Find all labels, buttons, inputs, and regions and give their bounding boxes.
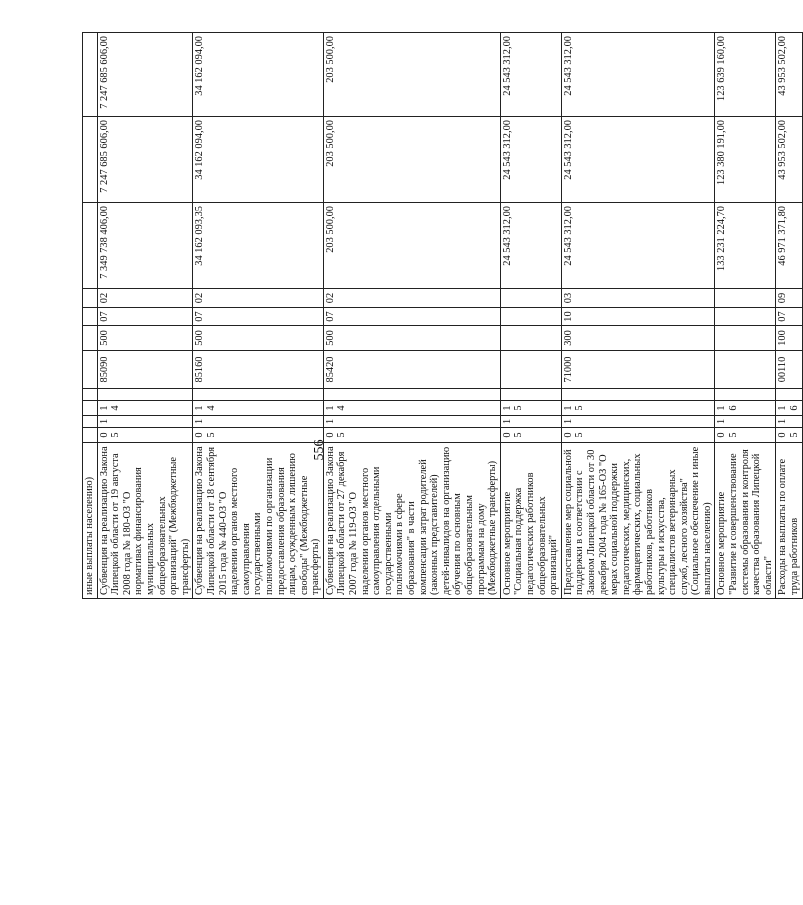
row-name: иные выплаты населению) (83, 443, 98, 599)
executed-amount: 24 543 312,00 (500, 33, 561, 117)
expense-type-code: 500 (193, 326, 324, 351)
subdivision-code: 02 (97, 289, 193, 308)
budget-table (82, 32, 803, 599)
section-code: 1 (715, 416, 776, 428)
row-name: Предоставление мер социальной поддержки в соответствии с Законом Липецкой области от 30 декабря 2004 года № 165-ОЗ "О мерах социальной поддержки педагогических, медицинских, фармацевтических, социальных работников, работников культуры и искусства, специалистов ветеринарных служб, лесного хозяйства" (Социальное обеспечение и иные выплаты населению) (561, 443, 715, 599)
expense-type-code: 500 (97, 326, 193, 351)
specified-amount: 24 543 312,00 (500, 117, 561, 203)
division-code: 10 (561, 308, 715, 326)
article-code (715, 351, 776, 389)
specified-amount: 123 380 191,00 (715, 117, 776, 203)
subdivision-code: 03 (561, 289, 715, 308)
division-code (500, 308, 561, 326)
row-name: Расходы на выплаты по оплате труда работников (776, 443, 802, 599)
ministry-code: 05 (500, 428, 561, 443)
table-row (500, 33, 561, 599)
section-code: 1 (561, 416, 715, 428)
subdivision-code: 09 (776, 289, 802, 308)
article-code: 71000 (561, 351, 715, 389)
subsection-code (83, 401, 98, 416)
section-code: 1 (776, 416, 802, 428)
page-number: 556 (312, 439, 327, 461)
executed-amount (83, 33, 98, 117)
plan-amount: 7 349 738 406,00 (97, 203, 193, 289)
subdivision-code (500, 289, 561, 308)
ministry-code (83, 428, 98, 443)
ministry-code: 05 (561, 428, 715, 443)
expense-type-code (715, 326, 776, 351)
plan-amount: 34 162 093,35 (193, 203, 324, 289)
table-row (323, 33, 500, 599)
plan-amount (83, 203, 98, 289)
ministry-code: 05 (323, 428, 500, 443)
division-code: 07 (776, 308, 802, 326)
article-code: 85420 (323, 351, 500, 389)
program-code (323, 389, 500, 401)
specified-amount: 34 162 094,00 (193, 117, 324, 203)
section-code: 1 (500, 416, 561, 428)
section-code: 1 (97, 416, 193, 428)
subsection-code: 15 (561, 401, 715, 416)
division-code: 07 (323, 308, 500, 326)
program-code (193, 389, 324, 401)
subsection-code: 16 (776, 401, 802, 416)
specified-amount (83, 117, 98, 203)
table-row (83, 33, 98, 599)
ministry-code: 05 (193, 428, 324, 443)
executed-amount: 43 953 502,00 (776, 33, 802, 117)
executed-amount: 7 247 685 606,00 (97, 33, 193, 117)
specified-amount: 24 543 312,00 (561, 117, 715, 203)
program-code (776, 389, 802, 401)
table-row (193, 33, 324, 599)
expense-type-code: 300 (561, 326, 715, 351)
subsection-code: 15 (500, 401, 561, 416)
row-name: Основное мероприятие "Социальная поддержка педагогических работников общеобразовательных организаций" (500, 443, 561, 599)
table-row (776, 33, 802, 599)
article-code: 85090 (97, 351, 193, 389)
program-code (97, 389, 193, 401)
row-name: Субвенция на реализацию Закона Липецкой области от 18 сентября 2015 года № 440-ОЗ "О наделении органов местного самоуправления государственными полномочиями по организации предоставления образования лицам, осужденным к лишению свободы" (Межбюджетные трансферты) (193, 443, 324, 599)
row-name: Основное мероприятие "Развитие и совершенствование системы образования и контроля качества образования Липецкой области" (715, 443, 776, 599)
division-code (715, 308, 776, 326)
table-row (715, 33, 776, 599)
article-code: 85160 (193, 351, 324, 389)
subsection-code: 16 (715, 401, 776, 416)
ministry-code: 05 (97, 428, 193, 443)
program-code (561, 389, 715, 401)
expense-type-code (83, 326, 98, 351)
plan-amount: 133 231 224,70 (715, 203, 776, 289)
ministry-code: 05 (776, 428, 802, 443)
plan-amount: 203 500,00 (323, 203, 500, 289)
division-code (83, 308, 98, 326)
specified-amount: 43 953 502,00 (776, 117, 802, 203)
executed-amount: 123 639 160,00 (715, 33, 776, 117)
subdivision-code (83, 289, 98, 308)
executed-amount: 34 162 094,00 (193, 33, 324, 117)
plan-amount: 24 543 312,00 (561, 203, 715, 289)
specified-amount: 203 500,00 (323, 117, 500, 203)
article-code (500, 351, 561, 389)
executed-amount: 203 500,00 (323, 33, 500, 117)
program-code (715, 389, 776, 401)
rotated-table-container (82, 33, 801, 599)
subsection-code: 14 (193, 401, 324, 416)
table-row (561, 33, 715, 599)
plan-amount: 24 543 312,00 (500, 203, 561, 289)
plan-amount: 46 971 371,80 (776, 203, 802, 289)
table-row (97, 33, 193, 599)
ministry-code: 05 (715, 428, 776, 443)
article-code: 00110 (776, 351, 802, 389)
program-code (500, 389, 561, 401)
article-code (83, 351, 98, 389)
section-code: 1 (323, 416, 500, 428)
executed-amount: 24 543 312,00 (561, 33, 715, 117)
subdivision-code: 02 (193, 289, 324, 308)
subsection-code: 14 (97, 401, 193, 416)
program-code (83, 389, 98, 401)
section-code: 1 (193, 416, 324, 428)
expense-type-code (500, 326, 561, 351)
row-name: Субвенция на реализацию Закона Липецкой области от 27 декабря 2007 года № 119-ОЗ "О наделении органов местного самоуправления отдельными государственными полномочиями в сфере образования" в части компенсации затрат родителей (законных представителей) детей-инвалидов на организацию обучения по основным общеобразовательным программам на дому (Межбюджетные трансферты) (323, 443, 500, 599)
division-code: 07 (97, 308, 193, 326)
specified-amount: 7 247 685 606,00 (97, 117, 193, 203)
subdivision-code (715, 289, 776, 308)
subdivision-code: 02 (323, 289, 500, 308)
section-code (83, 416, 98, 428)
subsection-code: 14 (323, 401, 500, 416)
row-name: Субвенция на реализацию Закона Липецкой области от 19 августа 2008 года № 180-ОЗ "О нормативах финансирования муниципальных общеобразовательных организаций" (Межбюджетные трансферты) (97, 443, 193, 599)
division-code: 07 (193, 308, 324, 326)
expense-type-code: 100 (776, 326, 802, 351)
expense-type-code: 500 (323, 326, 500, 351)
